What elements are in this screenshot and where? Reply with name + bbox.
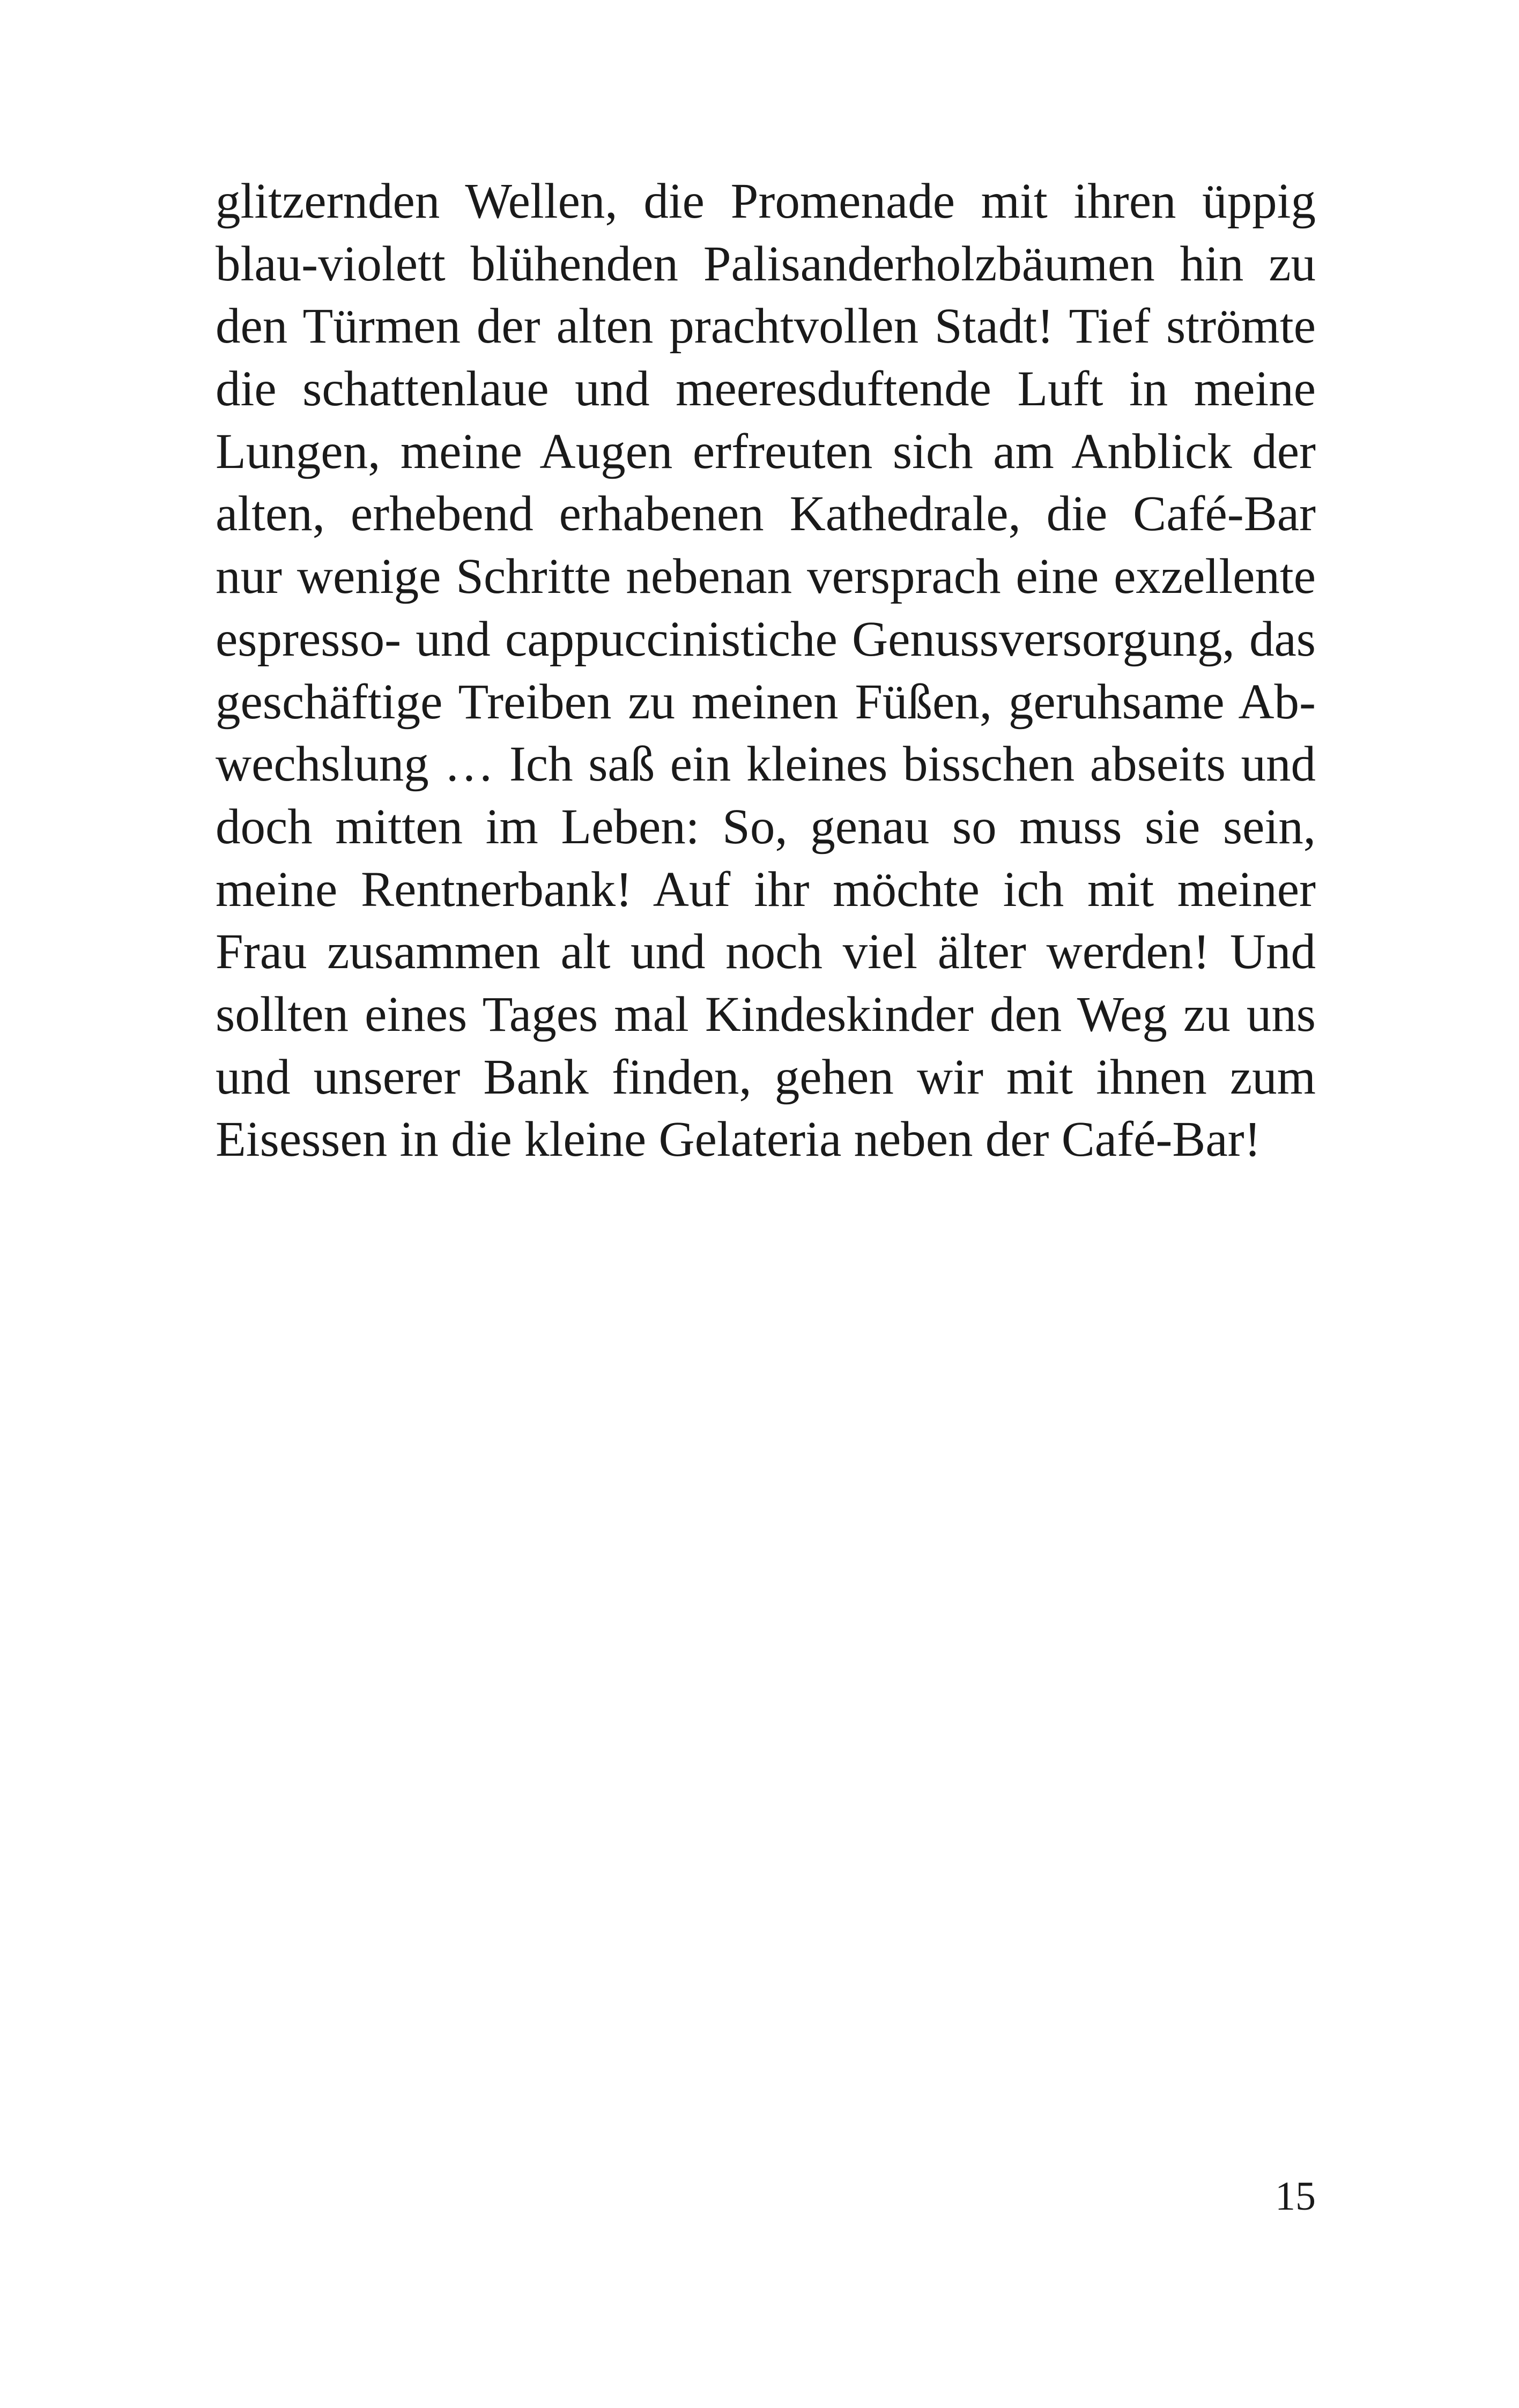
- text-line: den Türmen der alten prachtvollen Stadt! Tief strömte: [216, 299, 1316, 354]
- text-line: wechslung … Ich saß ein kleines bisschen abseits und: [216, 737, 1316, 792]
- text-line: nur wenige Schritte nebenan versprach eine exzellente: [216, 549, 1316, 605]
- text-line: doch mitten im Leben: So, genau so muss sie sein,: [216, 799, 1316, 854]
- text-line: blau-violett blühenden Palisanderholzbäumen hin zu: [216, 236, 1316, 292]
- text-line: espresso- und cappuccinistiche Genussversorgung, das: [216, 611, 1316, 667]
- text-line: Eisessen in die kleine Gelateria neben der Café-Bar!: [216, 1112, 1261, 1168]
- text-line: meine Rentnerbank! Auf ihr möchte ich mit meiner: [216, 861, 1316, 917]
- page-number: 15: [1275, 2174, 1316, 2219]
- text-line: sollten eines Tages mal Kindeskinder den Weg zu uns: [216, 986, 1316, 1042]
- text-line: Lungen, meine Augen erfreuten sich am Anblick der: [216, 423, 1316, 479]
- text-line: die schattenlaue und meeresduftende Luft in meine: [216, 361, 1316, 417]
- text-line: glitzernden Wellen, die Promenade mit ihren üppig: [216, 174, 1316, 229]
- text-line: Frau zusammen alt und noch viel älter werden! Und: [216, 924, 1316, 980]
- text-line: alten, erhebend erhabenen Kathedrale, die Café-Bar: [216, 486, 1316, 542]
- body-paragraph: [216, 170, 1316, 1171]
- text-line: und unserer Bank finden, gehen wir mit ihnen zum: [216, 1049, 1316, 1105]
- text-line: geschäftige Treiben zu meinen Füßen, geruhsame Ab-: [216, 674, 1316, 730]
